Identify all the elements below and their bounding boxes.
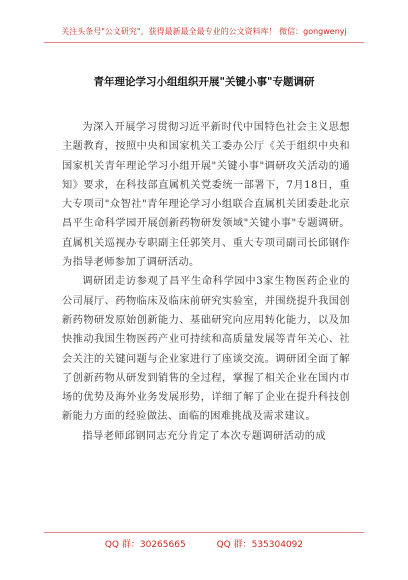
header-divider (44, 42, 364, 43)
document-body (62, 118, 350, 446)
header-notice: 关注头条号"公文研究"，获得最新最全最专业的公文资料库！ 微信：gongwenyj (61, 27, 347, 36)
paragraph-1: 为深入开展学习贯彻习近平新时代中国特色社会主义思想主题教育，按照中央和国家机关工委办公厅《关于组织中央和国家机关青年理论学习小组开展"关键小事"调研攻关活动的通知》要求，在科技部直属机关党委统一部署下，7月18日，重大专项司"众智社"青年理论学习小组联合直属机关团委赴北京昌平生命科学园开展创新药物研发领域"关键小事"专题调研。直属机关巡视办专职副主任郭笑月、重大专项司副司长邱钢作为指导老师参加了调研活动。 (62, 122, 350, 269)
footer-qq-group-1: QQ 群：30265665 (104, 540, 186, 550)
footer-qq-group-2: QQ 群：535304092 (216, 540, 304, 550)
footer-contacts (0, 537, 408, 550)
document-title: 青年理论学习小组组织开展"关键小事"专题调研 (93, 76, 315, 88)
footer-divider (44, 532, 364, 533)
paragraph-3: 指导老师邱钢同志充分肯定了本次专题调研活动的成 (82, 430, 326, 442)
paragraph-2: 调研团走访参观了昌平生命科学园中3家生物医药企业的公司展厅、药物临床及临床前研究实验室，并围绕提升我国创新药物研发原始创新能力、基础研究向应用转化能力，以及加快推动我国生物医药产业可持续和高质量发展等青年关心、社会关注的关键问题与企业家进行了座谈交流。调研团全面了解了创新药物从研发到销售的全过程，掌握了相关企业在国内市场的优势及海外业务发展形势，详细了解了企业在提升科技创新能力方面的经验做法、面临的困难挑战及需求建议。 (62, 276, 350, 423)
